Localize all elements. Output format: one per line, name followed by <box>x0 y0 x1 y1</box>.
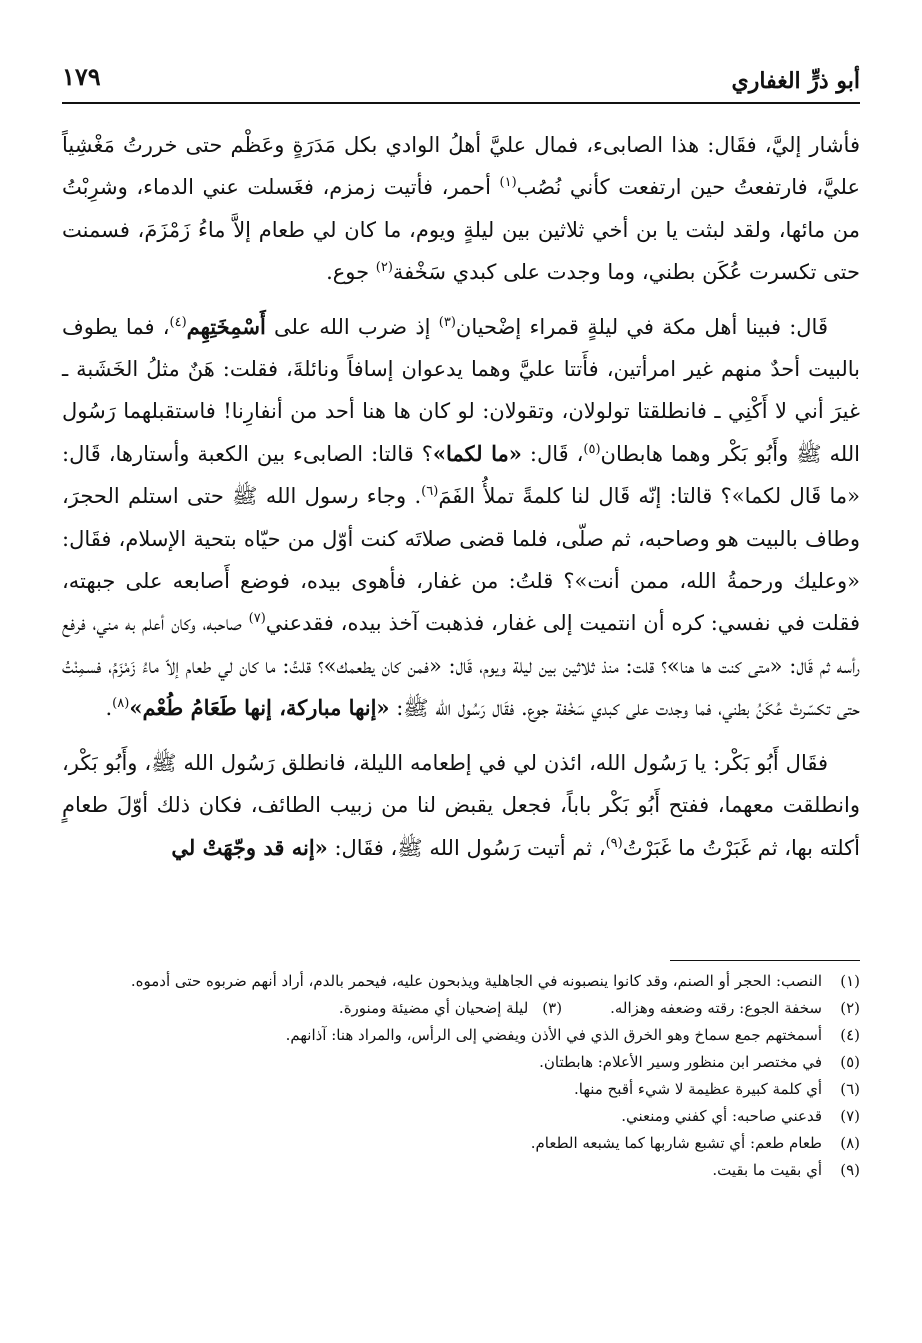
text-run: فقَال أَبُو بَكْر: يا رَسُول الله، ائذن لي في إطعامه الليلة، فانطلق رَسُول الله ﷺ، وأَبُو بَكْر، وانطلقت معهما، ففتح أَبُو بَكْر باباً، فجعل يقبض لنا من زبيب الطائف، فكان ذلك أوّلَ طعامٍ أكلته بها، ثم غَبَرْتُ ما غَبَرْتُ <box>62 750 860 860</box>
footnote-number: (٦) <box>840 1080 860 1098</box>
footnote-text: أي كلمة كبيرة عظيمة لا شيء أقبح منها. <box>574 1080 822 1098</box>
footnote <box>62 1103 860 1130</box>
text-run: صاحبه، وكان أعلم به مني، فرفع رأسه ثم قَال: «متى كنت ها هنا»؟ قلت: منذ ثلاثين بين ليلة ويوم، قَال: «فمن كان يطعمك»؟ قلتُ: ما كان لي طعام إلاّ ماءُ زَمْزَمُ، فسمِنْتُ حتى تكسّرتْ عُكَنُ بطني، فما وجدت على كبدي سَخْفة جوع. فقَال رَسُول الله ﷺ: <box>62 611 860 721</box>
footnote <box>62 995 860 1022</box>
footnote <box>62 1076 860 1103</box>
footnote-text: في مختصر ابن منظور وسير الأعلام: هابطتان. <box>539 1053 822 1071</box>
text-run: أحمر، فأتيت زمزم، فغَسلت عني الدماء، وشرِبْتُ من مائها، ولقد لبثت يا بن أخي ثلاثين بين ليلةٍ ويوم، ما كان لي طعام إلاَّ ماءُ زَمْزَمَ، فسمنت حتى تكسرت عُكَن بطني، وما وجدت على كبدي سَخْفة <box>62 175 860 285</box>
footnote-number: (١) <box>840 972 860 990</box>
footnote-text: سخفة الجوع: رقته وضعفه وهزاله. <box>610 999 822 1017</box>
footnote-secondary <box>339 995 562 1022</box>
text-run: إذ ضرب الله على <box>265 314 439 339</box>
footnote-marker: (٨) <box>112 696 130 712</box>
footnote-marker: (٦) <box>421 484 439 500</box>
text-run: ، قَال: <box>521 441 584 466</box>
footnotes <box>62 968 860 1184</box>
footnote-text: أسمختهم جمع سماخ وهو الخرق الذي في الأذن ويفضي إلى الرأس، والمراد هنا: آذانهم. <box>285 1026 822 1044</box>
running-title: أبو ذرٍّ الغفاري <box>731 68 860 94</box>
text-run: . وجاء رسول الله ﷺ حتى استلم الحجرَ، وطاف بالبيت هو وصاحبه، ثم صلّى، فلما قضى صلاتَه كنت أوّل من حيّاه بتحية الإسلام، فقَال: «وعليك ورحمةُ الله، ممن أنت»؟ قلتُ: من غفار، فأهوى بيده، فوضع أَصابعه على جبهته، فقلت في نفسي: كره أن انتميت إلى غفار، فذهبت آخذ بيده، فقدعني <box>62 484 861 636</box>
paragraph-3 <box>62 742 860 869</box>
footnote-rule <box>670 960 860 961</box>
footnote-number: (٢) <box>840 999 860 1017</box>
text-run: فأشار إليَّ، فقَال: هذا الصابىء، فمال عليَّ أهلُ الوادي بكل مَدَرَةٍ وعَظْم حتى خررتُ مَغْشِياً عليَّ، فارتفعتُ حين ارتفعت كأني نُصُب <box>62 133 860 200</box>
emphasis-text: «ما لكما» <box>432 440 522 466</box>
footnote-marker: (٣) <box>438 314 456 330</box>
footnote <box>62 1157 860 1184</box>
paragraph-1 <box>62 124 860 294</box>
footnote-marker: (٩) <box>605 835 623 851</box>
footnote-marker: (٢) <box>375 260 393 276</box>
footnote-text: النصب: الحجر أو الصنم، وقد كانوا ينصبونه في الجاهلية ويذبحون عليه، فيحمر بالدم، أراد أنهم ضربوه حتى أدموه. <box>130 972 822 990</box>
footnote <box>62 968 860 995</box>
emphasis-text: «إنها مباركة، إنها طَعَامُ طُعْم» <box>129 695 390 721</box>
text-run: ، ثم أتيت رَسُول الله ﷺ، فقَال: <box>327 835 606 860</box>
footnote-text: طعام طعم: أي تشبع شاربها كما يشبعه الطعام. <box>530 1134 822 1152</box>
footnote-number: (٩) <box>840 1161 860 1179</box>
footnote <box>62 1130 860 1157</box>
footnote <box>62 1022 860 1049</box>
footnote-marker: (٤) <box>169 314 187 330</box>
body-text <box>62 124 860 881</box>
footnote-text: أي بقيت ما بقيت. <box>712 1161 822 1179</box>
footnote-number: (٥) <box>840 1053 860 1071</box>
footnote-text: قدعني صاحبه: أي كفني ومنعني. <box>621 1107 822 1125</box>
emphasis-text: «إنه قد وجّهَتْ لي <box>171 834 328 860</box>
footnote-number: (٤) <box>840 1026 860 1044</box>
header-rule <box>62 102 860 104</box>
text-run: قَال: فبينا أهل مكة في ليلةٍ قمراء إضْحيان <box>455 314 828 339</box>
text-run: ؟ قالتا: الصابىء بين الكعبة وأستارها، قَال: «ما قَال لكما»؟ قالتا: إنّه قَال لنا كلمةً تملأُ الفَمَ <box>62 441 860 509</box>
paragraph-2 <box>62 306 860 730</box>
text-run: . <box>105 696 113 721</box>
footnote-marker: (٥) <box>583 441 601 457</box>
footnote-number: (٧) <box>840 1107 860 1125</box>
footnote-number: (٣) <box>542 999 563 1017</box>
footnote-pair <box>289 995 822 1022</box>
text-run: ، فما يطوف بالبيت أحدٌ منهم غير امرأتين، فأَتتا عليَّ وهما يدعوان إسافاً ونائلةَ، فقلت: هَنٌ مثلُ الخَشَبة ـ غيرَ أني لا أَكْنِي ـ فانطلقتا تولولان، وتقولان: لو كان ها هنا أحد من أنفارِنا! فاستقبلهما رَسُول الله ﷺ وأَبُو بَكْر وهما هابطان <box>62 314 860 466</box>
footnote-text: ليلة إضحيان أي مضيئة ومنورة. <box>338 999 529 1017</box>
footnote-marker: (١) <box>499 175 517 191</box>
page-number: ١٧٩ <box>62 62 101 91</box>
emphasis-text: أَسْمِخَتِهِم <box>186 313 266 339</box>
footnote <box>62 1049 860 1076</box>
footnote-marker: (٧) <box>248 611 266 627</box>
page-header <box>62 54 860 100</box>
text-run: جوع. <box>326 260 376 285</box>
footnote-number: (٨) <box>840 1134 860 1152</box>
